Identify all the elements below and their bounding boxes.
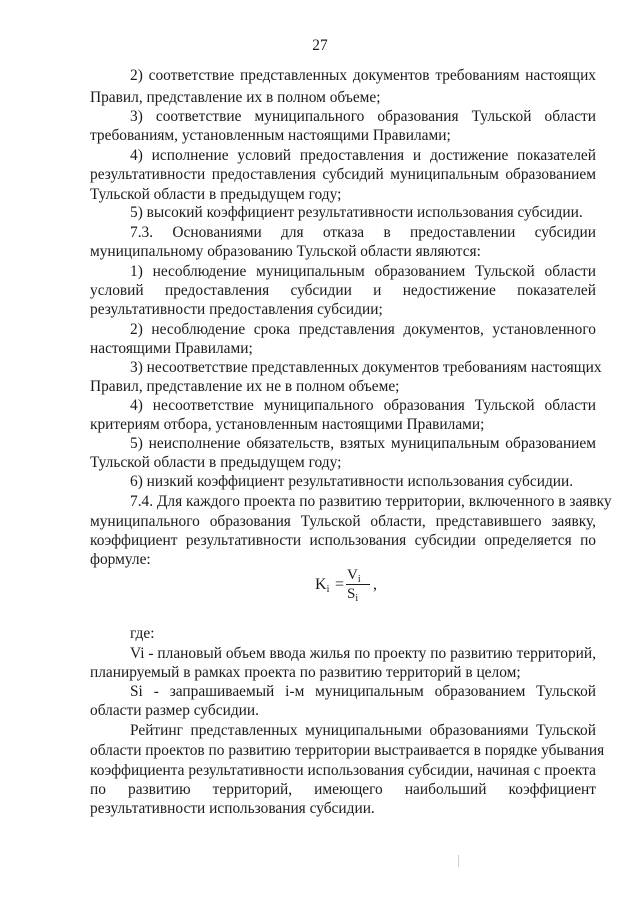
- reason-1-line-3: результативности предоставления субсидии;: [90, 301, 383, 318]
- rating-line-5: результативности использования субсидии.: [90, 800, 375, 817]
- section-7-4-line-2: муниципального образования Тульской области, представившего заявку,: [90, 513, 596, 530]
- formula-equals: =: [335, 576, 345, 593]
- formula-comma: ,: [373, 576, 377, 593]
- reason-1-line-1: 1) несоблюдение муниципальным образованием Тульской области: [130, 263, 596, 280]
- reason-5-line-2: Тульской области в предыдущем году;: [90, 454, 342, 471]
- section-7-3-line-1: 7.3. Основаниями для отказа в предоставлении субсидии: [130, 224, 596, 241]
- where-label: где:: [130, 625, 155, 642]
- criterion-5-line-1: 5) высокий коэффициент результативности использования субсидии.: [130, 204, 583, 221]
- reason-2-line-1: 2) несоблюдение срока представления документов, установленного: [130, 321, 596, 338]
- section-7-3-line-2: муниципальному образованию Тульской области являются:: [90, 243, 481, 260]
- criterion-4-line-2: результативности предоставления субсидий муниципальным образованием: [90, 166, 596, 183]
- rating-line-3: коэффициента результативности использования субсидии, начиная с проекта: [90, 762, 596, 779]
- scan-mark: [458, 855, 459, 867]
- rating-line-2: области проектов по развитию территории выстраивается в порядке убывания: [90, 742, 605, 759]
- rating-line-1: Рейтинг представленных муниципальными образованиями Тульской: [130, 722, 596, 739]
- reason-2-line-2: настоящими Правилами;: [90, 340, 253, 357]
- criterion-2-line-1: 2) соответствие представленных документов требованиям настоящих: [130, 67, 596, 84]
- reason-3-line-2: Правил, представление их не в полном объеме;: [90, 378, 400, 395]
- criterion-2-line-2: Правил, представление их в полном объеме;: [90, 89, 381, 106]
- reason-1-line-2: условий предоставления субсидии и недостижение показателей: [90, 282, 596, 299]
- reason-3-line-1: 3) несоответствие представленных документов требованиям настоящих: [130, 359, 602, 376]
- section-7-4-line-1: 7.4. Для каждого проекта по развитию территории, включенного в заявку: [130, 493, 612, 510]
- section-7-4-line-4: формуле:: [90, 551, 151, 568]
- section-7-4-line-3: коэффициент результативности использования субсидии определяется по: [90, 532, 596, 549]
- vi-definition-line-2: планируемый в рамках проекта по развитию территорий в целом;: [90, 664, 521, 681]
- criterion-4-line-1: 4) исполнение условий предоставления и достижение показателей: [130, 147, 596, 164]
- formula-lhs: $K_i$: [315, 576, 330, 595]
- formula-denominator: $S_i$: [347, 586, 359, 604]
- criterion-3-line-2: требованиям, установленным настоящими Правилами;: [90, 127, 451, 144]
- vi-definition-line-1: Vi - плановый объем ввода жилья по проекту по развитию территорий,: [130, 645, 596, 662]
- reason-4-line-1: 4) несоответствие муниципального образования Тульской области: [130, 397, 596, 414]
- reason-5-line-1: 5) неисполнение обязательств, взятых муниципальным образованием: [130, 435, 596, 452]
- coefficient-formula: [313, 567, 383, 613]
- rating-line-4: по развитию территорий, имеющего наибольший коэффициент: [90, 781, 596, 798]
- reason-4-line-2: критериям отбора, установленным настоящими Правилами;: [90, 416, 485, 433]
- reason-6-line-1: 6) низкий коэффициент результативности использования субсидии.: [130, 473, 574, 490]
- si-definition-line-1: Si - запрашиваемый i-м муниципальным образованием Тульской: [130, 683, 596, 700]
- page-number: 27: [312, 37, 328, 54]
- si-definition-line-2: области размер субсидии.: [90, 702, 259, 719]
- criterion-3-line-1: 3) соответствие муниципального образования Тульской области: [130, 108, 596, 125]
- formula-numerator: $V_i$: [347, 567, 361, 585]
- criterion-4-line-3: Тульской области в предыдущем году;: [90, 186, 342, 203]
